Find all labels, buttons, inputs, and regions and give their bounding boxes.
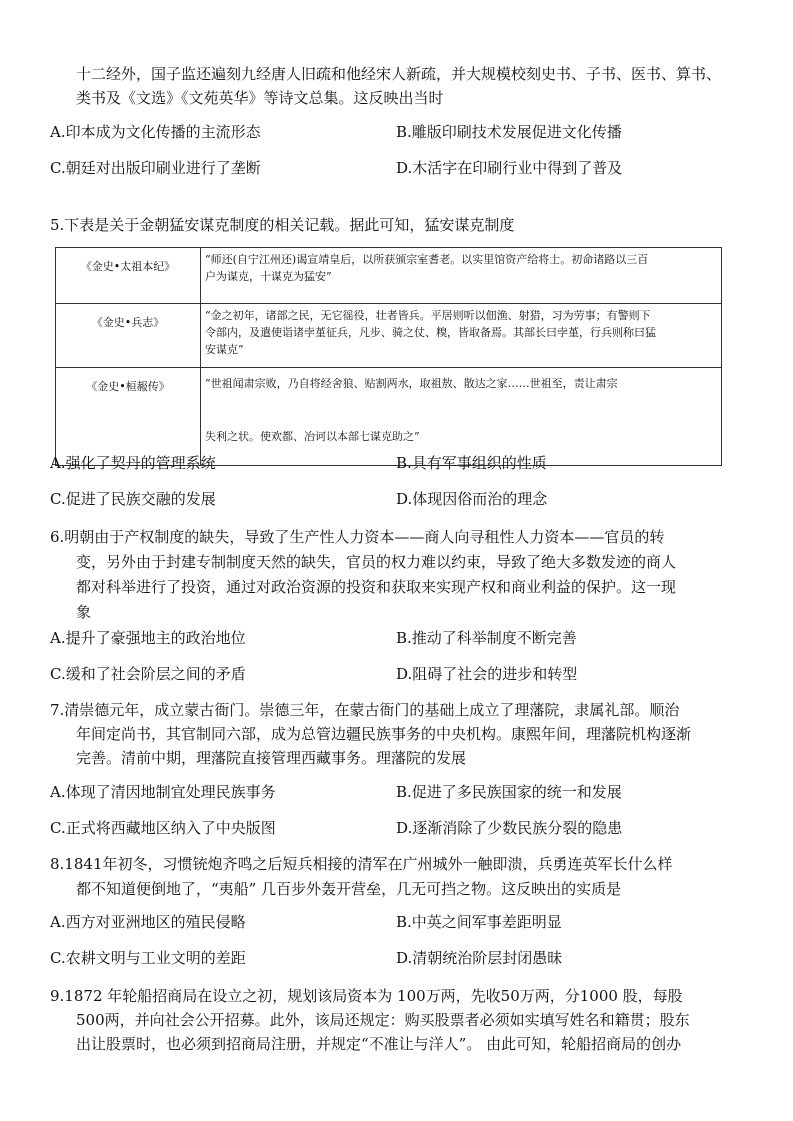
q8-stem-line2: 都不知道便倒地了，“夷船” 几百步外轰开营垒，几无可挡之物。这反映出的实质是 (76, 880, 622, 898)
q8-option-d: D.清朝统治阶层封闭愚昧 (396, 949, 563, 967)
q6-stem-line4: 象 (76, 603, 92, 621)
table-content-cell (201, 248, 722, 304)
q7-stem-line2: 年间定尚书，其官制同六部，成为总管边疆民族事务的中央机构。康熙年间，理藩院机构逐渐 (76, 725, 692, 743)
q7-option-c: C.正式将西藏地区纳入了中央版图 (50, 819, 276, 837)
q6-stem-line1: 6.明朝由于产权制度的缺失，导致了生产性人力资本——商人向寻租性人力资本——官员的转 (50, 528, 665, 546)
q9-stem-line2: 500两，并向社会公开招募。此外，该局还规定：购买股票者必须如实填写姓名和籍贯；股东 (76, 1011, 690, 1029)
q8-option-a: A.西方对亚洲地区的殖民侵略 (50, 913, 246, 931)
table-content-line: 安谋克” (205, 343, 244, 356)
q8-option-b: B.中英之间军事差距明显 (396, 913, 562, 931)
table-source-cell: 《金史•兵志》 (56, 304, 201, 368)
q6-option-c: C.缓和了社会阶层之间的矛盾 (50, 665, 246, 683)
table-content-cell (201, 368, 722, 466)
q8-option-c: C.农耕文明与工业文明的差距 (50, 949, 246, 967)
q7-option-d: D.逐渐消除了少数民族分裂的隐患 (396, 819, 623, 837)
table-row (56, 368, 722, 466)
table-content-cell (201, 304, 722, 368)
q4-option-c: C.朝廷对出版印刷业进行了垄断 (50, 159, 261, 177)
q4-option-d: D.木活字在印刷行业中得到了普及 (396, 159, 623, 177)
q6-option-d: D.阻碍了社会的进步和转型 (396, 665, 578, 683)
table-row (56, 248, 722, 304)
q5-option-a: A.强化了契丹的管理系统 (50, 454, 216, 472)
q6-option-a: A.提升了豪强地主的政治地位 (50, 629, 246, 647)
q4-option-a: A.印本成为文化传播的主流形态 (50, 123, 261, 141)
table-row (56, 304, 722, 368)
q5-option-c: C.促进了民族交融的发展 (50, 490, 216, 508)
q9-stem-line1: 9.1872 年轮船招商局在设立之初，规划该局资本为 100万两，先收50万两，分1000 股，每股 (50, 987, 683, 1005)
table-content-line: “世祖闻肃宗败，乃自将经舍狼、贴割两水，取祖敖、散达之家……世祖至，责让肃宗 (205, 377, 618, 390)
q5-option-d: D.体现因俗而治的理念 (396, 490, 548, 508)
table-source-cell: 《金史•桓赧传》 (56, 368, 201, 466)
q9-stem-line3: 出让股票时，也必须到招商局注册，并规定“不准让与洋人”。 由此可知，轮船招商局的创办 (76, 1035, 682, 1053)
q7-option-b: B.促进了多民族国家的统一和发展 (396, 783, 622, 801)
table-content-line: 令部内，及遣使诣诸孛堇征兵，凡步、骑之仗、糗，皆取备焉。其部长曰孛堇，行兵则称曰猛 (205, 326, 656, 339)
table-content-line: “师还(自宁江州还)谒宣靖皇后，以所获颁宗室耆老。以实里馆资产给将士。初命诸路以三百 (205, 253, 649, 266)
q5-source-table (55, 247, 722, 466)
q7-stem-line1: 7.清崇德元年，成立蒙古衙门。崇德三年，在蒙古衙门的基础上成立了理藩院，隶属礼部。顺治 (50, 701, 680, 719)
table-content-line: 失利之状。使欢都、冶诃以本部七谋克助之” (205, 430, 420, 443)
q5-option-b: B.具有军事组织的性质 (396, 454, 547, 472)
q6-option-b: B.推动了科举制度不断完善 (396, 629, 577, 647)
q7-option-a: A.体现了清因地制宜处理民族事务 (50, 783, 276, 801)
q6-stem-line3: 都对科举进行了投资，通过对政治资源的投资和获取来实现产权和商业利益的保护。这一现 (76, 578, 677, 596)
table-content-line: “金之初年，诸部之民，无它徭役，壮者皆兵。平居则听以佃渔、射猎，习为劳事；有警则下 (205, 309, 651, 322)
q4-stem-line1: 十二经外，国子监还遍刻九经唐人旧疏和他经宋人新疏，并大规模校刻史书、子书、医书、算书、 (76, 65, 722, 83)
table-content-line: 户为谋克，十谋克为猛安” (205, 270, 332, 283)
q6-stem-line2: 变，另外由于封建专制制度天然的缺失，官员的权力难以约束，导致了绝大多数发迹的商人 (76, 553, 677, 571)
q8-stem-line1: 8.1841年初冬，习惯铳炮齐鸣之后短兵相接的清军在广州城外一触即溃，兵勇连英军长什么样 (50, 855, 673, 873)
q5-stem: 5.下表是关于金朝猛安谋克制度的相关记载。据此可知，猛安谋克制度 (50, 216, 515, 234)
q4-stem-line2: 类书及《文选》《文苑英华》等诗文总集。这反映出当时 (76, 89, 444, 107)
table-source-cell: 《金史•太祖本纪》 (56, 248, 201, 304)
q4-option-b: B.雕版印刷技术发展促进文化传播 (396, 123, 622, 141)
q7-stem-line3: 完善。清前中期，理藩院直接管理西藏事务。理藩院的发展 (76, 749, 467, 767)
